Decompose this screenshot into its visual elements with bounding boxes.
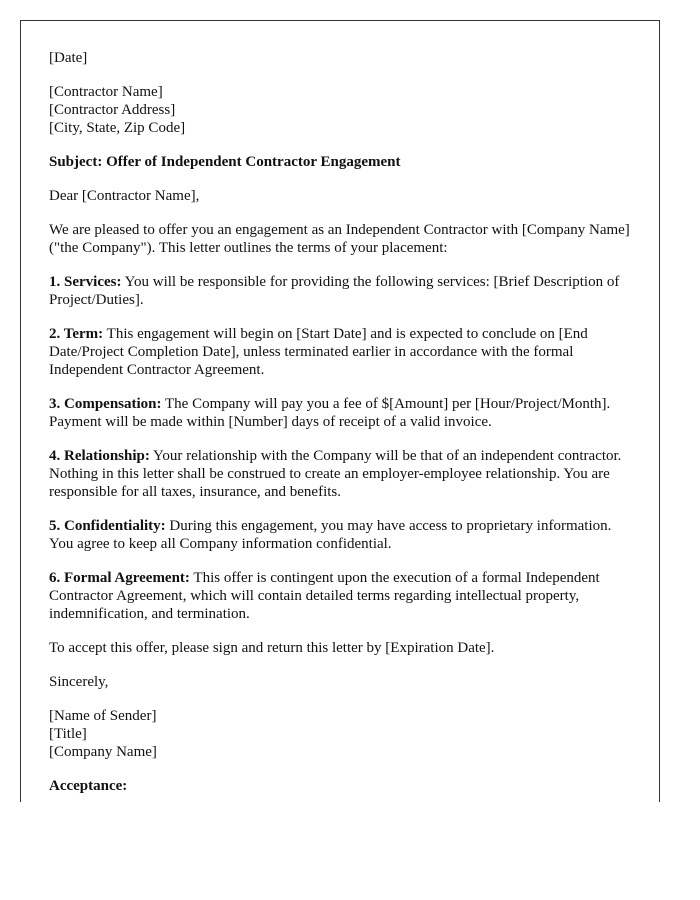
recipient-name: [Contractor Name] bbox=[49, 84, 163, 100]
section-compensation: 3. Compensation: The Company will pay you a fee of $[Amount] per [Hour/Project/Month]. Payment will be made within [Number] days of receipt of a valid invoice. bbox=[49, 396, 611, 430]
sender-block bbox=[49, 707, 634, 761]
date: [Date] bbox=[49, 50, 88, 66]
recipient-address: [Contractor Address] bbox=[49, 102, 176, 118]
sender-name: [Name of Sender] bbox=[49, 708, 157, 724]
subject-line: Subject: Offer of Independent Contractor Engagement bbox=[49, 154, 401, 170]
greeting: Dear [Contractor Name], bbox=[49, 188, 200, 204]
recipient-block bbox=[49, 83, 634, 137]
sender-company: [Company Name] bbox=[49, 744, 157, 760]
intro-paragraph: We are pleased to offer you an engagement as an Independent Contractor with [Company Name] ("the Company"). This letter outlines the terms of your placement: bbox=[49, 222, 630, 256]
section-relationship: 4. Relationship: Your relationship with the Company will be that of an independent contractor. Nothing in this letter shall be construed to create an employer-employee relationship. You are responsible for all taxes, insurance, and benefits. bbox=[49, 448, 622, 500]
section-term: 2. Term: This engagement will begin on [Start Date] and is expected to conclude on [End Date/Project Completion Date], unless terminated earlier in accordance with the formal Independent Contractor Agreement. bbox=[49, 326, 588, 378]
section-formal-agreement: 6. Formal Agreement: This offer is contingent upon the execution of a formal Independent Contractor Agreement, which will contain detailed terms regarding intellectual property, indemnification, and termination. bbox=[49, 570, 600, 622]
sender-title: [Title] bbox=[49, 726, 87, 742]
section-confidentiality: 5. Confidentiality: During this engagement, you may have access to proprietary information. You agree to keep all Company information confidential. bbox=[49, 518, 612, 552]
recipient-city: [City, State, Zip Code] bbox=[49, 120, 186, 136]
signoff: Sincerely, bbox=[49, 674, 109, 690]
acceptance-heading: Acceptance: bbox=[49, 778, 128, 794]
section-services: 1. Services: You will be responsible for providing the following services: [Brief Description of Project/Duties]. bbox=[49, 274, 620, 308]
letter-body bbox=[49, 49, 634, 802]
letter-page bbox=[20, 20, 660, 802]
closing-instruction: To accept this offer, please sign and return this letter by [Expiration Date]. bbox=[49, 640, 495, 656]
